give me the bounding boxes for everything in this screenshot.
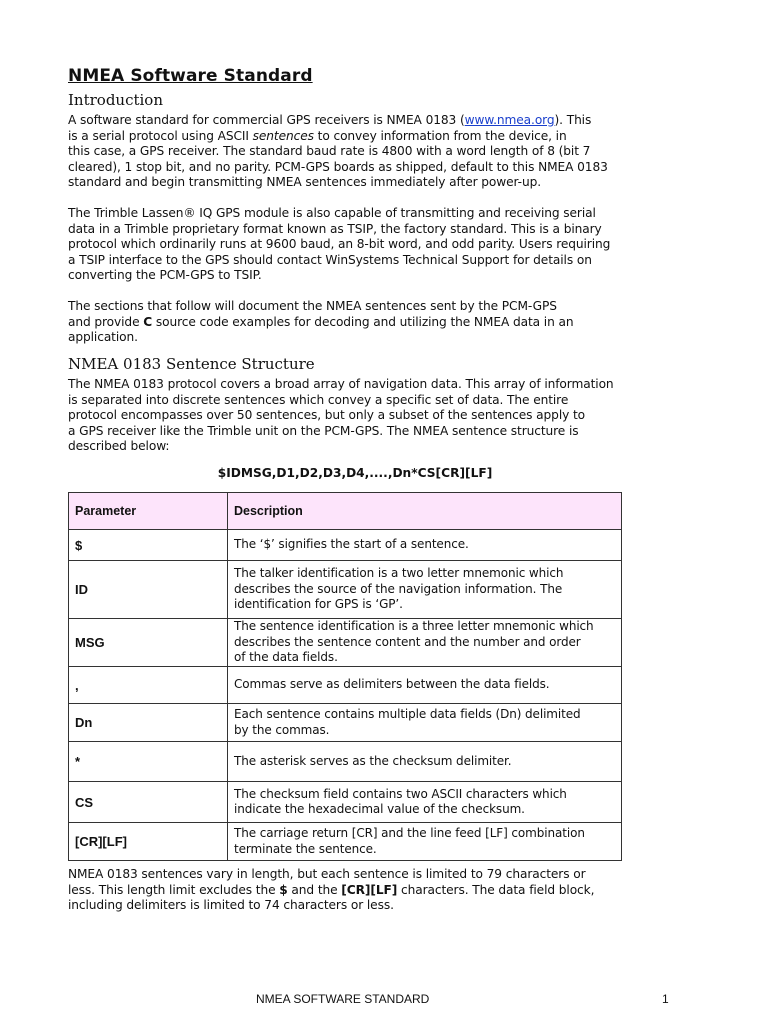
table-row bbox=[69, 742, 622, 782]
parameter-cell: [CR][LF] bbox=[69, 823, 228, 861]
description-cell: The talker identification is a two letter mnemonic which describes the source of the navigation information. The identification for GPS is ‘GP’. bbox=[228, 561, 622, 619]
c-language-bold: C bbox=[143, 314, 153, 329]
description-cell: The carriage return [CR] and the line feed [LF] combination terminate the sentence. bbox=[228, 823, 622, 861]
intro-paragraph-3: The sections that follow will document the NMEA sentences sent by the PCM-GPS and provide C source code examples for decoding and utilizing the NMEA data in an application. bbox=[68, 299, 574, 344]
parameter-cell: MSG bbox=[69, 619, 228, 667]
parameter-cell: Dn bbox=[69, 704, 228, 742]
description-column-header: Description bbox=[228, 493, 622, 530]
table-row bbox=[69, 667, 622, 704]
structure-paragraph: The NMEA 0183 protocol covers a broad array of navigation data. This array of information is separated into discrete sentences which convey a specific set of data. The entire protocol encompasses over 50 sentences, but only a subset of the sentences apply to a GPS receiver like the Trimble unit on the PCM-GPS. The NMEA sentence structure is described below: bbox=[68, 377, 614, 453]
intro-paragraph-1: A software standard for commercial GPS receivers is NMEA 0183 (www.nmea.org). This is a serial protocol using ASCII sentences to convey information from the device, in this case, a GPS receiver. The standard baud rate is 4800 with a word length of 8 (bit 7 cleared), 1 stop bit, and no parity. PCM-GPS boards as shipped, default to this NMEA 0183 standard and begin transmitting NMEA sentences immediately after power-up. bbox=[68, 113, 608, 189]
parameter-cell: $ bbox=[69, 530, 228, 561]
parameter-cell: CS bbox=[69, 782, 228, 823]
parameter-cell: , bbox=[69, 667, 228, 704]
description-cell: Each sentence contains multiple data fields (Dn) delimited by the commas. bbox=[228, 704, 622, 742]
sentence-format-formula: $IDMSG,D1,D2,D3,D4,....,Dn*CS[CR][LF] bbox=[217, 466, 493, 480]
table-row bbox=[69, 823, 622, 861]
table-row bbox=[69, 530, 622, 561]
closing-paragraph: NMEA 0183 sentences vary in length, but each sentence is limited to 79 characters or less. This length limit excludes the $ and the [CR][LF] characters. The data field block, including delimiters is limited to 74 characters or less. bbox=[68, 867, 595, 912]
sentences-emphasis: sentences bbox=[252, 128, 314, 143]
description-cell: The checksum field contains two ASCII characters which indicate the hexadecimal value of the checksum. bbox=[228, 782, 622, 823]
page-number: 1 bbox=[662, 992, 669, 1006]
nmea-website-link[interactable]: www.nmea.org bbox=[464, 113, 555, 127]
description-cell: The ‘$’ signifies the start of a sentence. bbox=[228, 530, 622, 561]
description-cell: The sentence identification is a three letter mnemonic which describes the sentence content and the number and order of the data fields. bbox=[228, 619, 622, 667]
table-row bbox=[69, 704, 622, 742]
document-title: NMEA Software Standard bbox=[68, 66, 313, 86]
sentence-structure-heading: NMEA 0183 Sentence Structure bbox=[68, 355, 315, 373]
parameter-cell: ID bbox=[69, 561, 228, 619]
parameter-table bbox=[68, 492, 622, 861]
parameter-column-header: Parameter bbox=[69, 493, 228, 530]
footer-label: NMEA SOFTWARE STANDARD bbox=[256, 992, 430, 1006]
introduction-heading: Introduction bbox=[68, 91, 163, 109]
table-row bbox=[69, 782, 622, 823]
intro-paragraph-2: The Trimble Lassen® IQ GPS module is also capable of transmitting and receiving serial data in a Trimble proprietary format known as TSIP, the factory standard. This is a binary protocol which ordinarily runs at 9600 baud, an 8-bit word, and odd parity. Users requiring a TSIP interface to the GPS should contact WinSystems Technical Support for details on converting the PCM-GPS to TSIP. bbox=[68, 206, 611, 282]
description-cell: The asterisk serves as the checksum delimiter. bbox=[228, 742, 622, 782]
table-row bbox=[69, 561, 622, 619]
table-header-row bbox=[69, 493, 622, 530]
parameter-cell: * bbox=[69, 742, 228, 782]
description-cell: Commas serve as delimiters between the data fields. bbox=[228, 667, 622, 704]
table-row bbox=[69, 619, 622, 667]
